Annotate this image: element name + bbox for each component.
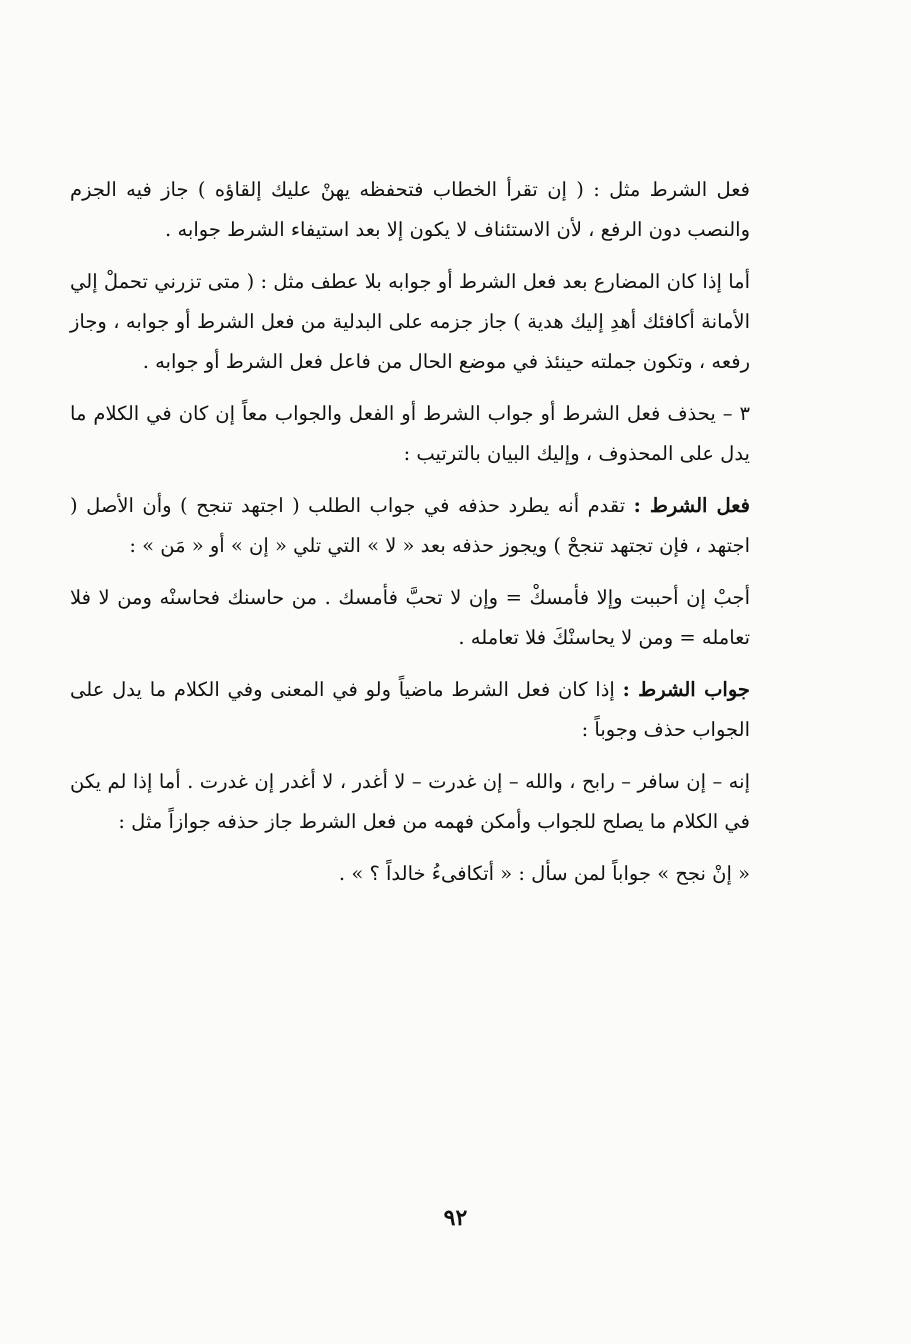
section-heading-condition-verb: فعل الشرط : [633,494,750,517]
condition-verb-text: تقدم أنه يطرد حذفه في جواب الطلب ( اجتهد تنجح ) وأن الأصل ( اجتهد ، فإن تجتهد تنجحْ ) ويجوز حذفه بعد « لا » التي تلي « إن » أو « مَن » : [70,494,750,557]
condition-answer-text: إذا كان فعل الشرط ماضياً ولو في المعنى وفي الكلام ما يدل على الجواب حذف وجوباً : [70,678,750,741]
section-heading-condition-answer: جواب الشرط : [622,678,750,701]
paragraph-deletion-rule: ٣ – يحذف فعل الشرط أو جواب الشرط أو الفعل والجواب معاً إن كان في الكلام ما يدل على المحذوف ، وإليك البيان بالترتيب : [70,402,750,465]
paragraph-examples-2: إنه – إن سافر – رابح ، والله – إن غدرت – لا أغدر ، لا أغدر إن غدرت . أما إذا لم يكن في الكلام ما يصلح للجواب وأمكن فهمه من فعل الشرط جاز حذفه جوازاً مثل : [70,770,750,833]
paragraph-examples-1: أجبْ إن أحببت وإلا فأمسكْ = وإن لا تحبَّ فأمسك . من حاسنك فحاسنْه ومن لا فلا تعامله = ومن لا يحاسنْكَ فلا تعامله . [70,586,750,649]
paragraph-examples-3: « إنْ نجح » جواباً لمن سأل : « أتكافىءُ خالداً ؟ » . [338,862,750,885]
paragraph-answer-deletion [70,670,750,750]
page-body [70,170,750,906]
paragraph-condition-verb-example: فعل الشرط مثل : ( إن تقرأ الخطاب فتحفظه يهنْ عليك إلقاؤه ) جاز فيه الجزم والنصب دون الرفع ، لأن الاستئناف لا يكون إلا بعد استيفاء الشرط جوابه . [70,178,750,241]
paragraph-mudari-without-conjunction: أما إذا كان المضارع بعد فعل الشرط أو جوابه بلا عطف مثل : ( متى تزرني تحملْ إلي الأمانة أكافئك أهدِ إليك هدية ) جاز جزمه على البدلية من فعل الشرط أو جوابه ، وجاز رفعه ، وتكون جملته حينئذ في موضع الحال من فاعل فعل الشرط أو جوابه . [70,270,750,373]
page-number: ٩٢ [443,1205,468,1231]
paragraph-condition-verb-deletion [70,486,750,566]
